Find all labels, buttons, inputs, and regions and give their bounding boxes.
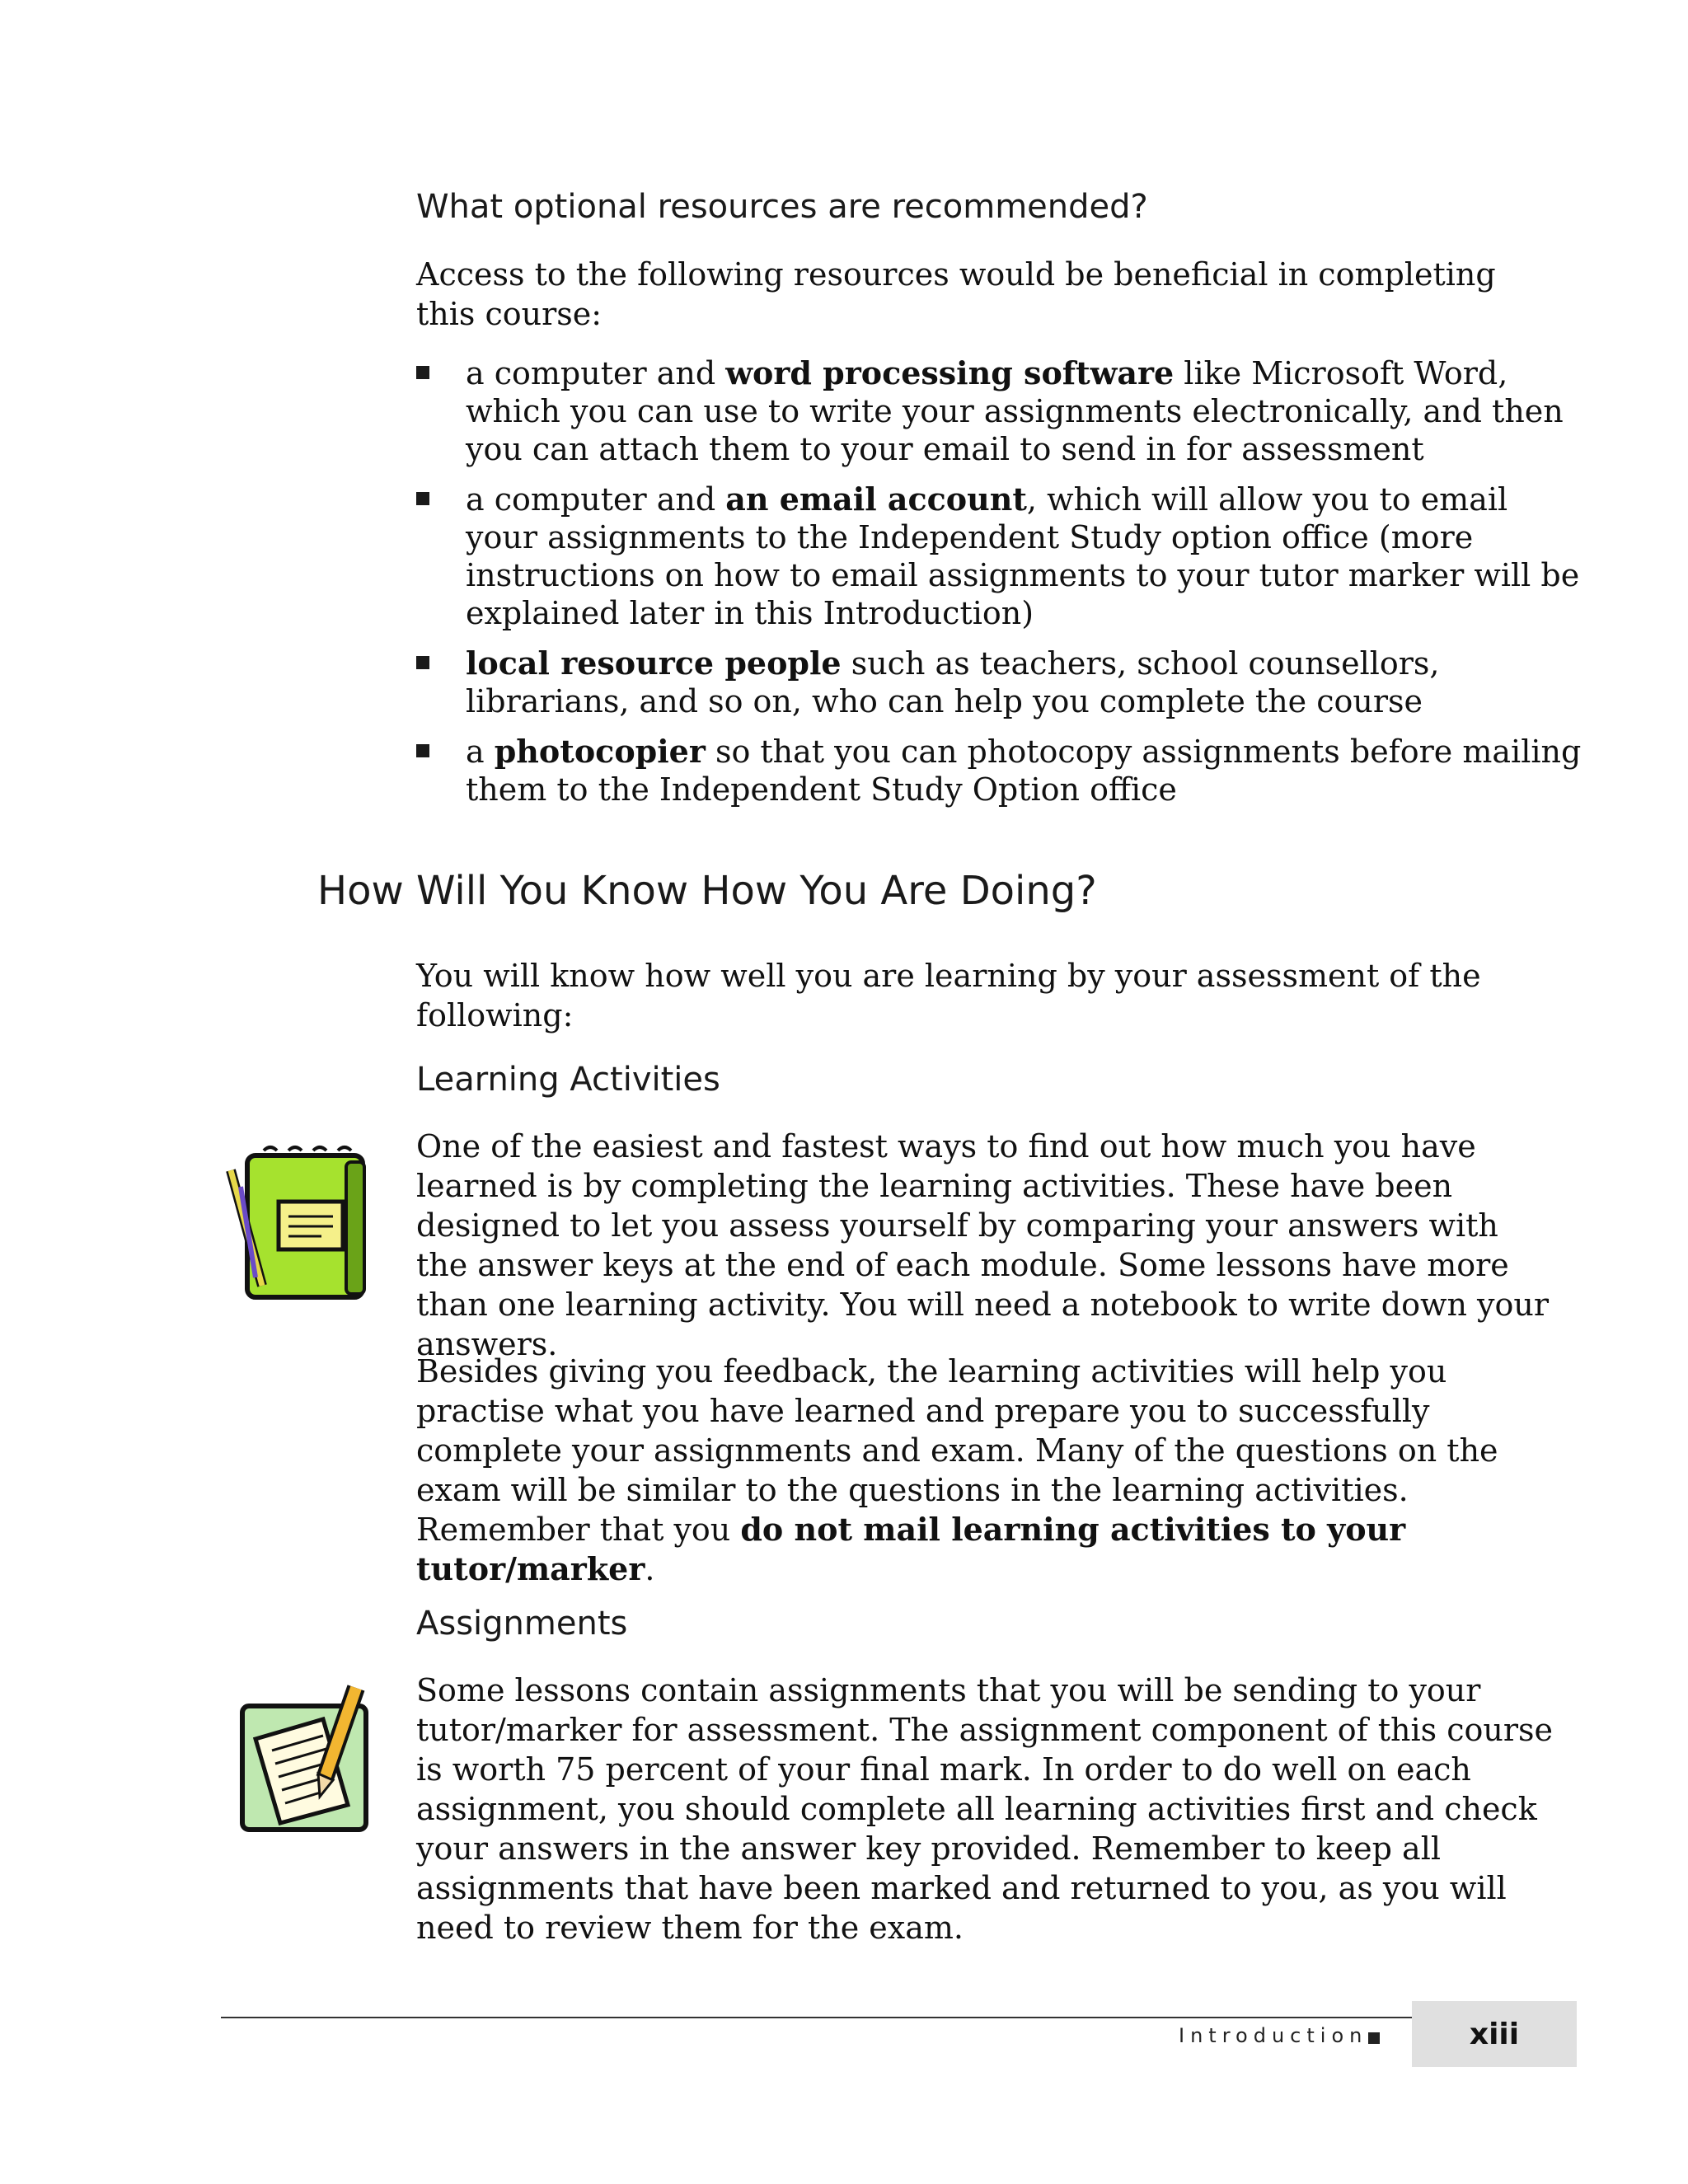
bullet-square-icon [416, 744, 429, 757]
list-item: a computer and an email account, which will allow you to email your assignments to the Independent Study option office (more instructions on how to email assignments to your tutor marker will be explained later in this Introduction) [416, 480, 1587, 632]
bullet-square-icon [416, 492, 429, 505]
page-number-box [1412, 2001, 1577, 2067]
list-item: local resource people such as teachers, school counsellors, librarians, and so on, who can help you complete the course [416, 644, 1587, 720]
learning-activities-heading: Learning Activities [416, 1061, 720, 1099]
footer-section-label: Introduction [1179, 2024, 1368, 2047]
bullet-square-icon [416, 366, 429, 379]
notebook-icon [223, 1137, 379, 1310]
learning-activities-paragraph-2: Besides giving you feedback, the learning activities will help you practise what you have learned and prepare you to successfully complete your assignments and exam. Many of the questions on the exam will be similar to the questions in the learning activities. Remember that you do not mail learning activities to your tutor/marker. [416, 1353, 1498, 1587]
footer-square-icon [1368, 2032, 1380, 2044]
learning-activities-paragraph-1: One of the easiest and fastest ways to find out how much you have learned is by completing the learning activities. These have been designed to let you assess yourself by comparing your answers with the answer keys at the end of each module. Some lessons have more than one learning activity. You will need a notebook to write down your answers. [416, 1128, 1550, 1362]
footer-rule [221, 2017, 1412, 2018]
optional-resources-heading: What optional resources are recommended? [416, 188, 1148, 226]
page-number: xiii [1469, 2017, 1520, 2051]
bullet-square-icon [416, 656, 429, 669]
optional-resources-intro: Access to the following resources would be beneficial in completing this course: [416, 256, 1496, 332]
list-item: a computer and word processing software like Microsoft Word, which you can use to write your assignments electronically, and then you can attach them to your email to send in for assessment [416, 354, 1587, 468]
how-will-you-know-heading: How Will You Know How You Are Doing? [317, 868, 1097, 914]
how-will-you-know-intro: You will know how well you are learning by your assessment of the following: [416, 958, 1481, 1033]
list-item: a photocopier so that you can photocopy assignments before mailing them to the Independent Study Option office [416, 733, 1587, 808]
resource-list [416, 354, 1587, 821]
assignments-paragraph: Some lessons contain assignments that you will be sending to your tutor/marker for assessment. The assignment component of this course is worth 75 percent of your final mark. In order to do well on each assignment, you should complete all learning activities first and check your answers in the answer key provided. Remember to keep all assignments that have been marked and returned to you, as you will need to review them for the exam. [416, 1672, 1554, 1946]
assignment-pencil-icon [232, 1681, 381, 1846]
assignments-heading: Assignments [416, 1605, 628, 1643]
